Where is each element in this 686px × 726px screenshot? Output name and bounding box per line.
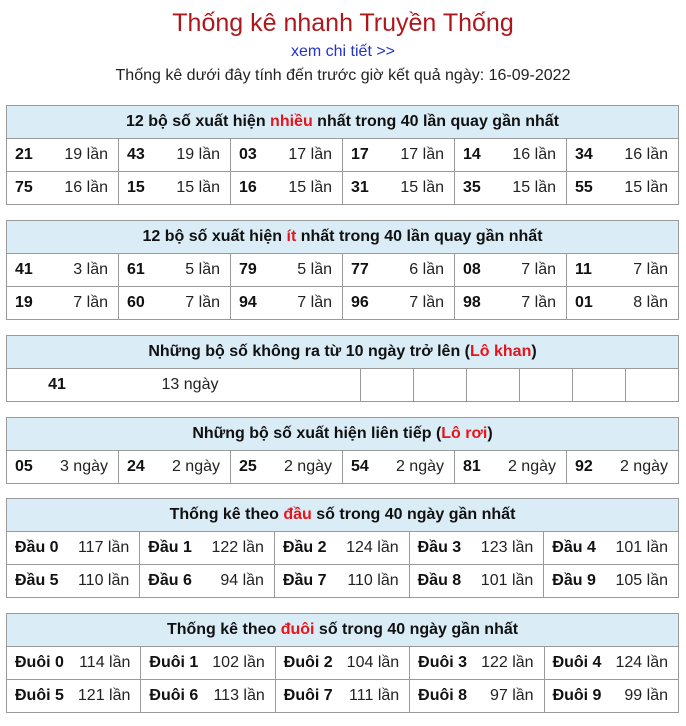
stat-count: 101 lần: [615, 539, 668, 556]
dau-title: Thống kê theo đầu số trong 40 ngày gần nhất: [7, 499, 679, 532]
stat-number: Đầu 3: [417, 539, 462, 556]
stat-number: 03: [239, 146, 257, 163]
stat-cell: [455, 451, 567, 484]
stat-count: 124 lần: [346, 539, 399, 556]
stat-cell: [7, 287, 119, 320]
stat-number: 81: [463, 458, 481, 475]
least-frequent-table: [6, 220, 679, 320]
stat-cell: [275, 647, 409, 680]
stat-number: Đầu 9: [552, 572, 596, 589]
stat-count: 2 ngày: [283, 458, 332, 475]
stat-count: 110 lần: [77, 572, 130, 589]
stat-count: 15 lần: [624, 179, 668, 196]
stat-count: 5 lần: [297, 261, 332, 278]
stat-count: 3 ngày: [59, 458, 108, 475]
stat-number: 77: [351, 261, 369, 278]
stat-number: 14: [463, 146, 481, 163]
stat-cell: [544, 680, 678, 713]
lo-khan-cell: [7, 369, 361, 402]
stat-cell: [119, 172, 231, 205]
stat-number: 15: [127, 179, 145, 196]
lo-roi-table: [6, 417, 679, 484]
stat-number: Đầu 0: [15, 539, 59, 556]
stat-cell: [275, 680, 409, 713]
duoi-title: Thống kê theo đuôi số trong 40 ngày gần nhất: [7, 614, 679, 647]
stat-count: 122 lần: [481, 654, 534, 671]
stat-number: Đầu 6: [148, 572, 192, 589]
stat-count: 16 lần: [512, 146, 556, 163]
most-frequent-table: [6, 105, 679, 205]
stat-cell: [7, 532, 140, 565]
stat-number: Đầu 4: [552, 539, 596, 556]
table-row: [7, 139, 679, 172]
table-row: [7, 565, 679, 598]
page-title: Thống kê nhanh Truyền Thống: [172, 9, 514, 37]
date-subtitle: Thống kê dưới đây tính đến trước giờ kết quả ngày: 16-09-2022: [115, 67, 571, 84]
stat-number: 21: [15, 146, 33, 163]
stat-cell: [544, 565, 679, 598]
stat-cell: [119, 254, 231, 287]
stat-count: 15 lần: [176, 179, 220, 196]
stat-number: Đầu 7: [282, 572, 327, 589]
stat-number: Đầu 1: [148, 539, 192, 556]
stat-number: Đuôi 5: [15, 687, 64, 704]
stat-cell: [7, 451, 119, 484]
stat-number: 60: [127, 294, 145, 311]
stat-count: 7 lần: [409, 294, 444, 311]
stat-cell: [567, 172, 679, 205]
stat-number: 92: [575, 458, 593, 475]
stat-cell: [455, 139, 567, 172]
stat-cell: [567, 287, 679, 320]
stat-number: 98: [463, 294, 481, 311]
stat-number: Đầu 2: [282, 539, 327, 556]
stat-cell: [343, 139, 455, 172]
stat-number: 96: [351, 294, 369, 311]
stat-number: 94: [239, 294, 257, 311]
lo-khan-table: [6, 335, 679, 402]
table-row: [7, 172, 679, 205]
stat-count: 3 lần: [73, 261, 108, 278]
stat-cell: [343, 254, 455, 287]
stat-count: 7 lần: [185, 294, 220, 311]
empty-cell: [360, 369, 413, 402]
empty-cell: [413, 369, 466, 402]
stat-number: 79: [239, 261, 257, 278]
stat-cell: [7, 172, 119, 205]
stat-number: 01: [575, 294, 593, 311]
stat-count: 5 lần: [185, 261, 220, 278]
stat-number: 11: [575, 261, 592, 278]
stat-count: 102 lần: [212, 654, 265, 671]
stat-cell: [567, 139, 679, 172]
stat-number: 54: [351, 458, 369, 475]
stat-number: 17: [351, 146, 369, 163]
stat-cell: [231, 254, 343, 287]
stat-cell: [140, 532, 275, 565]
stat-count: 97 lần: [489, 687, 534, 704]
stat-count: 16 lần: [624, 146, 668, 163]
stat-count: 99 lần: [624, 687, 668, 704]
table-row: [7, 287, 679, 320]
stat-cell: [274, 532, 409, 565]
stat-cell: [140, 565, 275, 598]
lo-khan-days: 13 ngày: [161, 376, 219, 393]
stat-cell: [343, 451, 455, 484]
stat-cell: [544, 647, 678, 680]
stat-cell: [7, 254, 119, 287]
stat-cell: [455, 254, 567, 287]
stat-count: 7 lần: [297, 294, 332, 311]
stat-number: Đuôi 8: [418, 687, 468, 704]
stat-cell: [231, 172, 343, 205]
stat-number: Đuôi 7: [283, 687, 333, 704]
stat-cell: [119, 139, 231, 172]
stat-cell: [409, 532, 544, 565]
stat-count: 123 lần: [480, 539, 534, 556]
stat-cell: [119, 451, 231, 484]
stat-number: 08: [463, 261, 481, 278]
stat-count: 15 lần: [400, 179, 444, 196]
stat-number: 25: [239, 458, 257, 475]
stat-cell: [231, 287, 343, 320]
stat-cell: [410, 680, 544, 713]
stat-number: Đuôi 1: [149, 654, 199, 671]
stat-count: 7 lần: [521, 294, 556, 311]
stat-cell: [343, 287, 455, 320]
stat-count: 117 lần: [77, 539, 130, 556]
stat-cell: [231, 139, 343, 172]
stat-cell: [455, 287, 567, 320]
stat-number: Đuôi 6: [149, 687, 199, 704]
stat-count: 6 lần: [409, 261, 444, 278]
duoi-table: [6, 613, 679, 713]
stat-count: 104 lần: [346, 654, 400, 671]
stat-number: Đầu 8: [417, 572, 462, 589]
stat-number: Đầu 5: [15, 572, 59, 589]
stat-count: 2 ngày: [619, 458, 668, 475]
stat-cell: [409, 565, 544, 598]
stat-count: 19 lần: [64, 146, 108, 163]
stat-number: 24: [127, 458, 145, 475]
stat-number: 55: [575, 179, 593, 196]
stat-cell: [141, 680, 275, 713]
stat-number: 16: [239, 179, 257, 196]
empty-cell: [625, 369, 678, 402]
table-row: [7, 532, 679, 565]
stat-count: 7 lần: [633, 261, 668, 278]
stat-cell: [7, 139, 119, 172]
lo-khan-title: Những bộ số không ra từ 10 ngày trở lên (Lô khan): [7, 336, 679, 369]
empty-cell: [572, 369, 625, 402]
stat-cell: [231, 451, 343, 484]
stat-cell: [343, 172, 455, 205]
stat-count: 114 lần: [79, 654, 131, 671]
stat-number: 61: [127, 261, 145, 278]
stat-count: 121 lần: [77, 687, 131, 704]
stat-number: 31: [351, 179, 369, 196]
stat-cell: [567, 254, 679, 287]
stat-count: 7 lần: [73, 294, 108, 311]
stat-count: 110 lần: [347, 572, 399, 589]
stat-count: 94 lần: [220, 572, 264, 589]
stat-number: Đuôi 2: [283, 654, 333, 671]
stat-number: Đuôi 9: [552, 687, 602, 704]
stat-count: 17 lần: [400, 146, 444, 163]
stat-number: Đuôi 0: [15, 654, 64, 671]
stat-number: 05: [15, 458, 33, 475]
stat-cell: [567, 451, 679, 484]
stat-cell: [141, 647, 275, 680]
stat-number: 75: [15, 179, 33, 196]
stat-count: 113 lần: [213, 687, 265, 704]
stat-cell: [7, 647, 141, 680]
stat-count: 15 lần: [512, 179, 556, 196]
stat-count: 19 lần: [176, 146, 220, 163]
stat-number: 34: [575, 146, 593, 163]
lo-khan-number: 41: [48, 376, 66, 393]
stat-cell: [274, 565, 409, 598]
detail-link[interactable]: xem chi tiết >>: [290, 43, 396, 60]
stat-count: 8 lần: [633, 294, 668, 311]
stat-count: 15 lần: [288, 179, 332, 196]
stat-count: 105 lần: [615, 572, 668, 589]
stat-count: 2 ngày: [507, 458, 556, 475]
stat-cell: [7, 680, 141, 713]
table-row: [7, 647, 679, 680]
table-row: [7, 369, 679, 402]
stat-number: 41: [15, 261, 33, 278]
stat-count: 124 lần: [615, 654, 668, 671]
stat-cell: [544, 532, 679, 565]
stat-number: Đuôi 3: [418, 654, 468, 671]
stat-cell: [410, 647, 544, 680]
lo-roi-title: Những bộ số xuất hiện liên tiếp (Lô rơi): [7, 418, 679, 451]
stat-number: 43: [127, 146, 145, 163]
stat-count: 122 lần: [211, 539, 264, 556]
stat-count: 111 lần: [349, 687, 400, 704]
stat-cell: [119, 287, 231, 320]
stat-count: 16 lần: [64, 179, 108, 196]
dau-table: [6, 498, 679, 598]
table-row: [7, 680, 679, 713]
most-frequent-title: 12 bộ số xuất hiện nhiều nhất trong 40 lần quay gần nhất: [7, 106, 679, 139]
stat-count: 101 lần: [480, 572, 534, 589]
table-row: [7, 451, 679, 484]
stat-count: 7 lần: [521, 261, 556, 278]
empty-cell: [466, 369, 519, 402]
stat-number: 35: [463, 179, 481, 196]
stat-cell: [7, 565, 140, 598]
stat-count: 2 ngày: [171, 458, 220, 475]
least-frequent-title: 12 bộ số xuất hiện ít nhất trong 40 lần quay gần nhất: [7, 221, 679, 254]
stat-cell: [455, 172, 567, 205]
stat-count: 2 ngày: [395, 458, 444, 475]
stat-number: 19: [15, 294, 33, 311]
empty-cell: [519, 369, 572, 402]
stat-count: 17 lần: [288, 146, 332, 163]
table-row: [7, 254, 679, 287]
stat-number: Đuôi 4: [552, 654, 602, 671]
